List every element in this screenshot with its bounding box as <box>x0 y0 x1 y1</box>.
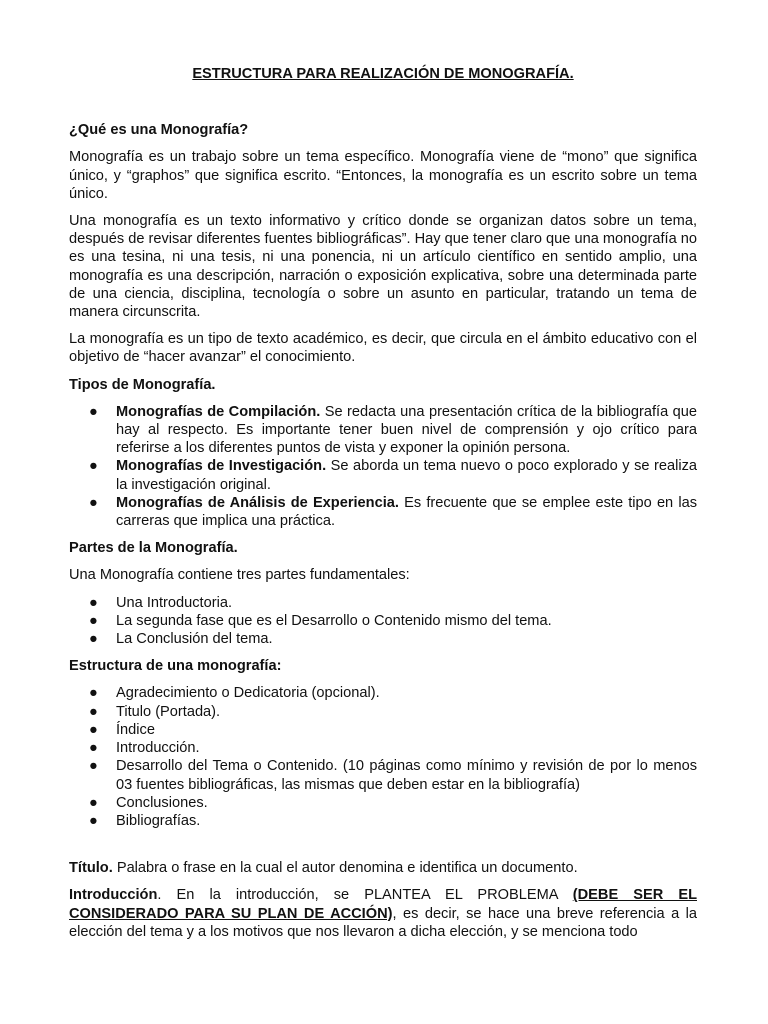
paragraph-informative: Una monografía es un texto informativo y crítico donde se organizan datos sobre un tema, después de revisar diferentes fuentes bibliográficas”. Hay que tener claro que una monografía no es una tesina, ni una tesis, ni una ponencia, ni un artículo científico en sentido amplio, una monografía es una descripción, narración o exposición explicativa, sobre una determinada parte de una ciencia, disciplina, tecnología o sobre un asunto en particular, tratando un tema de manera circunscrita. <box>69 213 697 321</box>
list-item <box>69 494 697 530</box>
paragraph-definition: Monografía es un trabajo sobre un tema específico. Monografía viene de “mono” que significa único, y “graphos” que significa escrito. “Entonces, la monografía es un escrito sobre un tema único. <box>69 149 697 202</box>
bullet-icon: ● <box>89 458 98 475</box>
list-item-term: Monografías de Investigación. <box>116 458 327 475</box>
bullet-icon: ● <box>89 721 98 738</box>
list-item-text: Titulo (Portada). <box>116 703 221 720</box>
paragraph-partes-intro: Una Monografía contiene tres partes fundamentales: <box>69 567 410 584</box>
bullet-icon: ● <box>89 812 98 829</box>
list-item <box>69 403 697 458</box>
list-item <box>69 757 697 793</box>
bullet-icon: ● <box>89 685 98 702</box>
introduccion-term: Introducción <box>69 887 158 904</box>
bullet-icon: ● <box>89 794 98 811</box>
list-item <box>69 630 697 648</box>
list-item <box>69 794 697 812</box>
bullet-icon: ● <box>89 758 98 775</box>
list-item-text: Bibliografías. <box>116 812 201 829</box>
list-item-text: La segunda fase que es el Desarrollo o Contenido mismo del tema. <box>116 612 552 629</box>
introduccion-text-2: , es decir, se hace una breve referencia a la elección del tema y a los motivos que nos llevaron a dicha elección, y se menciona todo <box>69 905 697 940</box>
bullet-icon: ● <box>89 740 98 757</box>
list-item <box>69 812 697 830</box>
bullet-icon: ● <box>89 703 98 720</box>
list-item-text: Conclusiones. <box>116 794 208 811</box>
list-item <box>69 684 697 702</box>
list-item-term: Monografías de Análisis de Experiencia. <box>116 494 399 511</box>
list-item <box>69 721 697 739</box>
list-item-text: Desarrollo del Tema o Contenido. (10 páginas como mínimo y revisión de por lo menos 03 fuentes bibliográficas, las mismas que deben estar en la bibliografía) <box>116 758 697 793</box>
estructura-list <box>69 684 697 830</box>
heading-tipos: Tipos de Monografía. <box>69 376 216 393</box>
list-item-term: Monografías de Compilación. <box>116 403 321 420</box>
heading-que-es: ¿Qué es una Monografía? <box>69 122 249 139</box>
list-item-text: Una Introductoria. <box>116 594 233 611</box>
paragraph-introduccion <box>69 886 697 941</box>
list-item-text: Es frecuente que se emplee este tipo en las carreras que implica una práctica. <box>116 494 698 530</box>
tipos-list <box>69 403 697 530</box>
list-item <box>69 739 697 757</box>
document-title: ESTRUCTURA PARA REALIZACIÓN DE MONOGRAFÍA. <box>192 66 574 82</box>
bullet-icon: ● <box>89 494 98 511</box>
titulo-term: Título. <box>69 860 113 877</box>
heading-partes: Partes de la Monografía. <box>69 540 238 557</box>
list-item <box>69 457 697 493</box>
list-item-text: Agradecimiento o Dedicatoria (opcional). <box>116 685 380 702</box>
titulo-text: Palabra o frase en la cual el autor denomina e identifica un documento. <box>112 860 578 877</box>
paragraph-titulo <box>69 859 697 877</box>
list-item-text: Introducción. <box>116 740 200 757</box>
list-item-text: Se aborda un tema nuevo o poco explorado y se realiza la investigación original. <box>116 458 697 493</box>
list-item <box>69 612 697 630</box>
bullet-icon: ● <box>89 631 98 648</box>
list-item <box>69 703 697 721</box>
list-item-text: Índice <box>116 721 155 738</box>
spacer <box>69 839 697 859</box>
introduccion-text-1: . En la introducción, se PLANTEA EL PROBLEMA <box>157 887 573 904</box>
partes-list <box>69 594 697 649</box>
bullet-icon: ● <box>89 594 98 611</box>
bullet-icon: ● <box>89 403 98 420</box>
list-item-text: La Conclusión del tema. <box>116 631 273 648</box>
paragraph-academic: La monografía es un tipo de texto académico, es decir, que circula en el ámbito educativo con el objetivo de “hacer avanzar” el conocimiento. <box>69 331 697 366</box>
bullet-icon: ● <box>89 612 98 629</box>
document-body <box>69 65 697 950</box>
heading-estructura: Estructura de una monografía: <box>69 658 282 675</box>
list-item <box>69 594 697 612</box>
list-item-text: Se redacta una presentación crítica de la bibliografía que hay al respecto. Es importante tener buen nivel de comprensión y ojo crítico para referirse a los diferentes puntos de vista y exponer la opinión persona. <box>116 403 697 457</box>
introduccion-emphasis: (DEBE SER EL CONSIDERADO PARA SU PLAN DE ACCIÓN) <box>69 887 697 922</box>
